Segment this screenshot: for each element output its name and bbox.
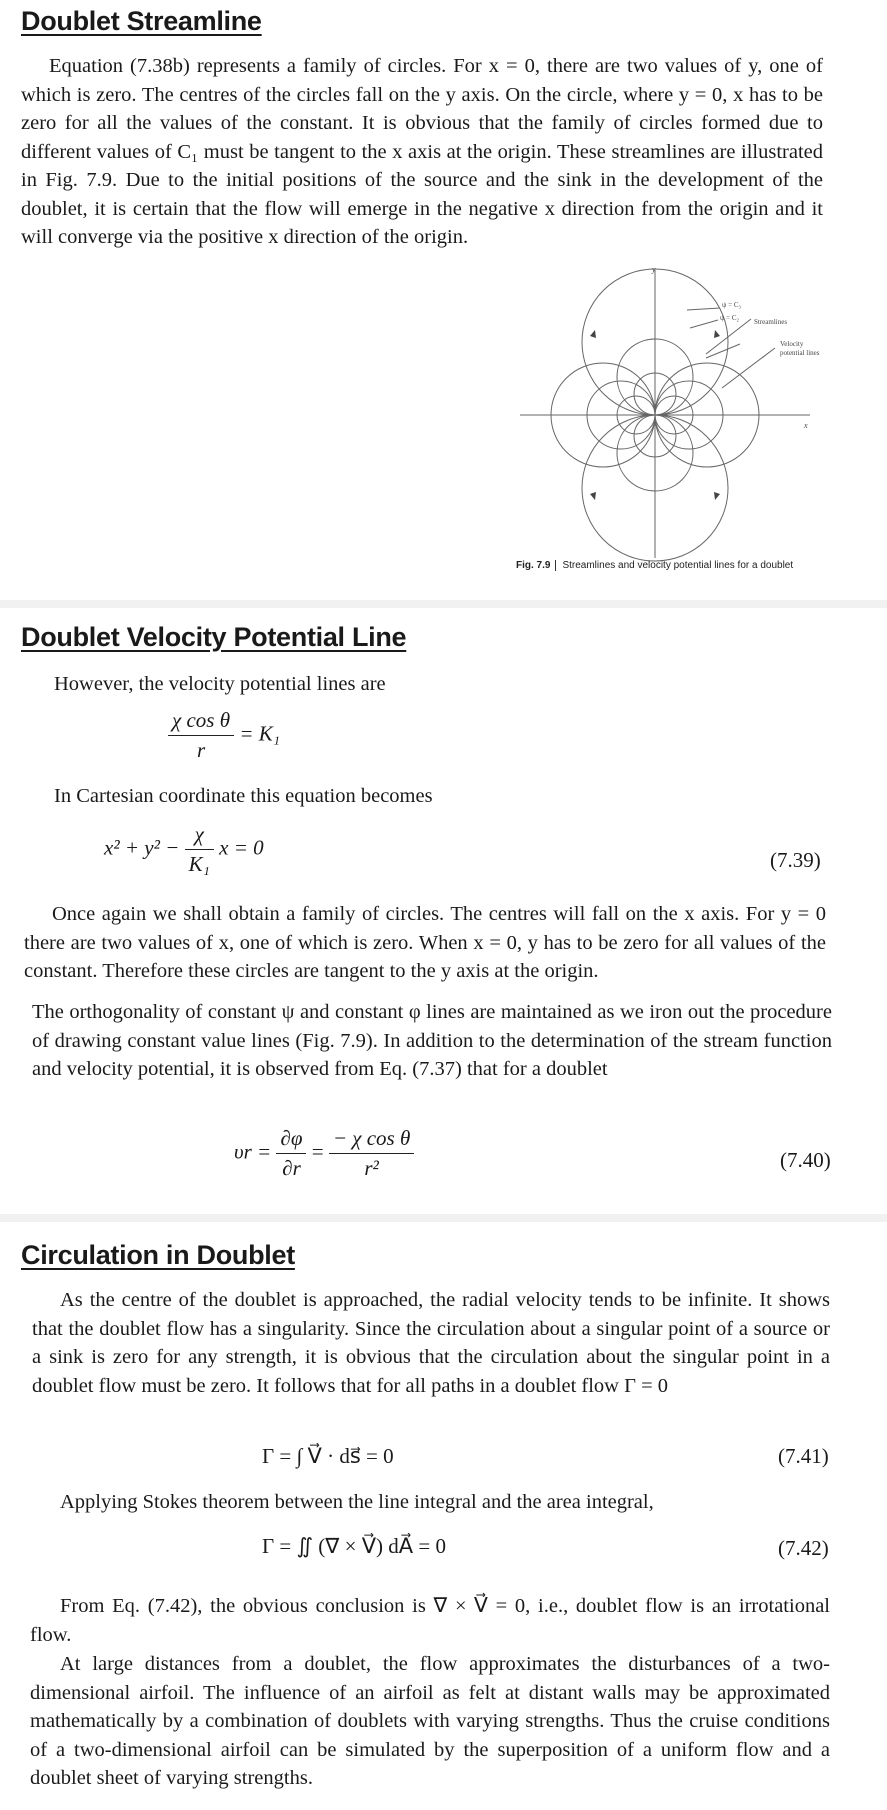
eq-7-39-frac-num: χ: [185, 822, 214, 850]
section-circulation-in-doublet: [0, 1222, 887, 1810]
equation-7-42: Γ = ∬ (∇ × V⃗) dA⃗ = 0: [262, 1534, 447, 1558]
velocity-potential-para-1: Once again we shall obtain a family of circles. The centres will fall on the x axis. For y = 0 there are two values of x, one of which is zero. When x = 0, y has to be zero for all values of the constant. Therefore these circles are tangent to the y axis at the origin.: [24, 903, 826, 982]
eq-7-40-f1-num: ∂φ: [276, 1126, 306, 1154]
eq-7-40-equals: =: [311, 1139, 324, 1164]
eq-7-40-lhs: υr =: [234, 1139, 272, 1164]
eq-7-40-f2-den: r²: [364, 1156, 379, 1180]
eq-tag-7-40: (7.40): [780, 1148, 831, 1172]
label-velocity-2: potential lines: [780, 349, 820, 357]
section-title-doublet-streamline: Doublet Streamline: [21, 6, 262, 36]
equation-7-41: Γ = ∫ V⃗ · ds⃗ = 0: [262, 1444, 394, 1468]
stokes-intro: Applying Stokes theorem between the line integral and the area integral,: [60, 1491, 654, 1513]
axis-y-label: y: [652, 265, 656, 274]
label-streamlines: Streamlines: [754, 318, 788, 326]
axis-x-label: x: [804, 421, 808, 430]
velocity-potential-intro: However, the velocity potential lines are: [54, 673, 386, 695]
cartesian-intro: In Cartesian coordinate this equation becomes: [54, 785, 433, 807]
section-title-velocity-potential: Doublet Velocity Potential Line: [21, 622, 407, 652]
eq-tag-7-39: (7.39): [770, 848, 821, 872]
label-psi-c2: ψ = C₂: [720, 314, 739, 322]
section-doublet-velocity-potential: [0, 608, 887, 1214]
streamline-paragraph: Equation (7.38b) represents a family of circles. For x = 0, there are two values of y, one of which is zero. The centres of the circles fall on the y axis. On the circle, where y = 0, x has to be zero for all the values of the constant. It is obvious that the family of circles formed due to different values of C₁ must be tangent to the x axis at the origin. These streamlines are illustrated in Fig. 7.9. Due to the initial positions of the source and the sink in the development of the doublet, it is certain that the flow will emerge in the negative x direction from the origin and it will converge via the positive x direction of the origin.: [21, 55, 823, 248]
label-velocity-1: Velocity: [780, 340, 804, 348]
label-psi-c3: ψ = C₃: [722, 301, 741, 309]
eq-7-39-lhs: x² + y² −: [104, 835, 180, 860]
eq-potential-numerator: χ cos θ: [168, 708, 234, 736]
eq-tag-7-42: (7.42): [778, 1536, 829, 1560]
eq-7-40-f2-num: − χ cos θ: [329, 1126, 414, 1154]
eq-7-39-frac-den: K₁: [188, 852, 210, 876]
figure-7-9: [500, 262, 840, 582]
eq-potential-rhs: = K₁: [239, 721, 281, 746]
section-doublet-streamline: [0, 0, 887, 600]
eq-tag-7-41: (7.41): [778, 1444, 829, 1468]
equation-potential-lines: [168, 708, 280, 763]
circulation-para-2: From Eq. (7.42), the obvious conclusion is ∇ × V⃗ = 0, i.e., doublet flow is an irrotational flow.: [30, 1595, 830, 1646]
section-title-circulation: Circulation in Doublet: [21, 1240, 295, 1270]
eq-7-39-rhs: x = 0: [219, 835, 264, 860]
equation-7-39: [104, 822, 264, 877]
section-divider: [0, 1214, 887, 1222]
figure-caption: [516, 560, 793, 571]
eq-potential-denominator: r: [196, 738, 206, 762]
eq-7-40-f1-den: ∂r: [282, 1156, 301, 1180]
figure-number: Fig. 7.9: [516, 560, 556, 571]
circulation-para-3: At large distances from a doublet, the flow approximates the disturbances of a two-dimensional airfoil. The influence of an airfoil as felt at distant walls may be approximated mathematically by a combination of doublets with varying strengths. Thus the cruise conditions of a two-dimensional airfoil can be simulated by the superposition of a uniform flow and a doublet sheet of varying strengths.: [30, 1653, 830, 1789]
section-divider: [0, 600, 887, 608]
velocity-potential-para-2: The orthogonality of constant ψ and constant φ lines are maintained as we iron out the procedure of drawing constant value lines (Fig. 7.9). In addition to the determination of the stream function and velocity potential, it is observed from Eq. (7.37) that for a doublet: [32, 1001, 832, 1080]
equation-7-40: [234, 1126, 414, 1181]
figure-caption-text: Streamlines and velocity potential lines for a doublet: [562, 560, 794, 571]
doublet-flow-diagram: [500, 262, 840, 562]
circulation-para-1: As the centre of the doublet is approached, the radial velocity tends to be infinite. It shows that the doublet flow has a singularity. Since the circulation about a singular point of a source or a sink is zero for any strength, it is obvious that the circulation about the singular point in a doublet flow must be zero. It follows that for all paths in a doublet flow Γ = 0: [32, 1289, 830, 1397]
